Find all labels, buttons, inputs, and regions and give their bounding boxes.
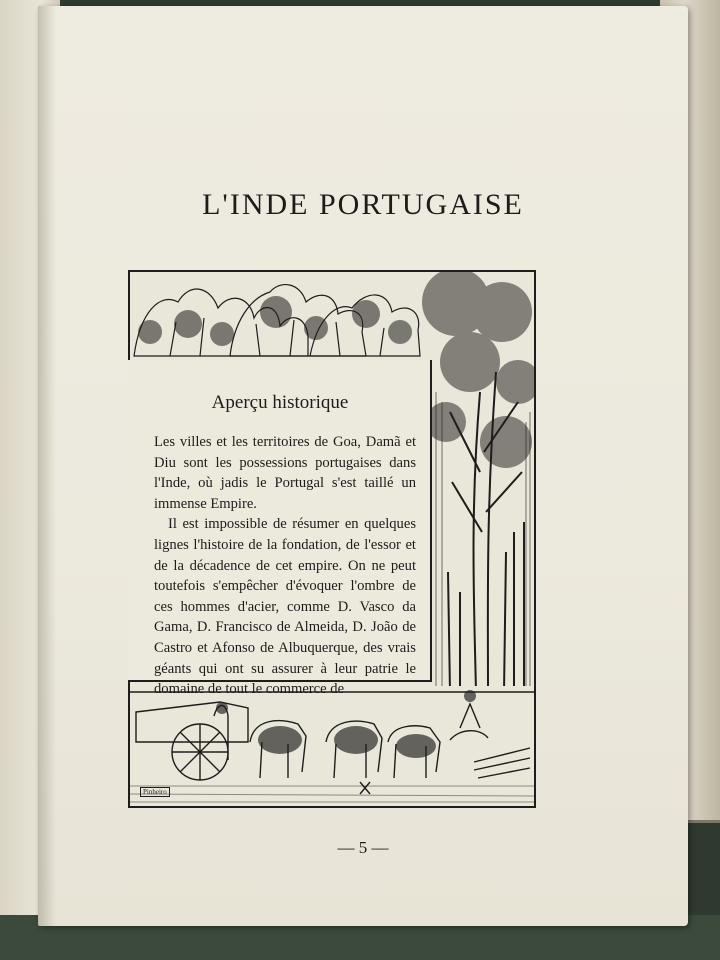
artist-signature: Pinheiro [140, 787, 170, 797]
section-heading: Aperçu historique [211, 392, 349, 413]
chapter-title: L'INDE PORTUGAISE [202, 188, 524, 221]
body-text [154, 432, 416, 700]
text-panel [128, 360, 432, 698]
paragraph: Il est impossible de résumer en quelques lignes l'histoire de la fondation, de l'essor et de la décadence de cet empire. On ne peut toutefois s'empêcher d'évoquer l'ombre de ces hommes d'acier, comme D. Vasco da Gama, D. Francisco de Almeida, D. João de Castro et Afonso de Albuquerque, des vrais géants qui ont su assurer à leur patrie le domaine de tout le commerce de [154, 516, 416, 698]
page-gutter-shadow [38, 6, 56, 926]
paragraph: Les villes et les territoires de Goa, Damã et Diu sont les possessions portugaises dans l'Inde, où jadis le Portugal s'est taillé un immense Empire. [154, 434, 416, 512]
page-number: — 5 — [337, 838, 389, 857]
